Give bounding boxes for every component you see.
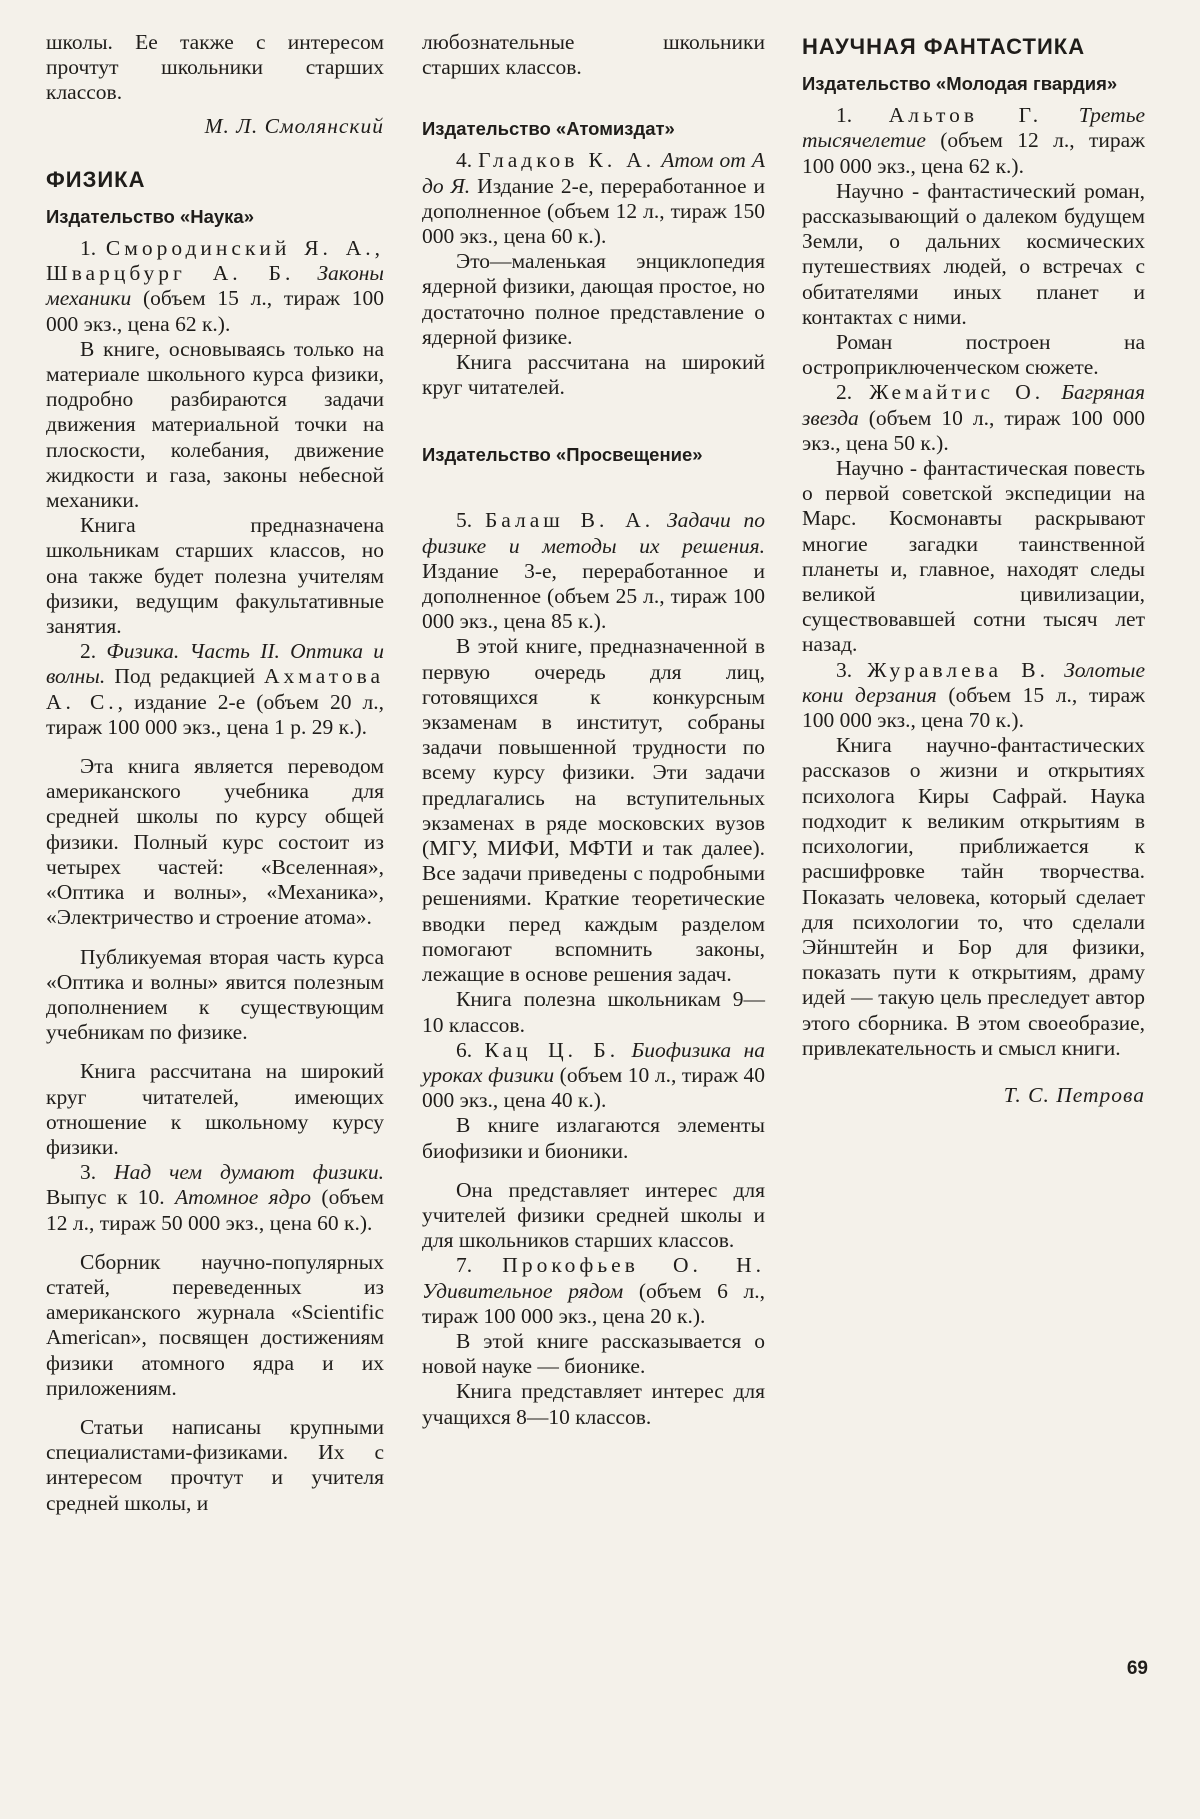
book-title: Третье тысячелетие	[802, 103, 1146, 153]
book-title: Над чем думают физики.	[114, 1160, 385, 1185]
book-annotation: Книга научно-фантастических рассказов о жизни и открытиях психолога Киры Сафрай. Наука подходит к великим открытиям в психологии, приближается к расшифровке тайн творчества. Показать человека, который сделает для психологии то, что сделали Эйнштейн и Бор для физики, показать пути к открытиям, драму идей — такую цель преследует автор этого сборника. В этом своеобразие, привлекательность и смысл книги.	[802, 733, 1145, 1060]
book-details: (объем 10 л., тираж 100 000 экз., цена 50 к.).	[802, 405, 1146, 455]
book-annotation: Это—маленькая энциклопедия ядерной физики, дающая простое, но достаточно полное представление о ядерной физике.	[422, 249, 765, 349]
entry-number: 1.	[836, 103, 853, 128]
book-details: (объем 15 л., тираж 100 000 экз., цена 70 к.).	[802, 682, 1145, 733]
review-signature: Т. С. Петрова	[1003, 1082, 1145, 1107]
book-entry	[422, 1253, 765, 1329]
book-editor: Ахматова А. С.	[46, 664, 385, 714]
book-details: (объем 12 л., тираж 50 000 экз., цена 60 к.).	[46, 1185, 385, 1235]
book-entry	[802, 103, 1145, 179]
entry-number: 2.	[80, 639, 97, 664]
section-heading-physics: ФИЗИКА	[46, 166, 146, 192]
book-annotation: Публикуемая вторая часть курса «Оптика и волны» явится полезным дополнением к существующим учебникам по физике.	[46, 944, 384, 1045]
book-annotation: Она представляет интерес для учителей физики средней школы и для школьников старших классов.	[422, 1177, 765, 1253]
column-right	[802, 30, 1145, 1108]
book-entry	[422, 1038, 765, 1114]
book-entry	[46, 236, 384, 337]
entry-number: 4.	[456, 148, 473, 173]
book-annotation: В этой книге рассказывается о новой науке — бионике.	[422, 1328, 765, 1379]
book-annotation: Научно - фантастический роман, рассказывающий о далеком будущем Земли, о дальних космических путешествиях людей, о встречах с обитателями иных планет и контактах с ними.	[802, 178, 1145, 329]
book-author: Балаш В. А.	[484, 508, 655, 533]
book-title: Багряная звезда	[802, 380, 1146, 430]
book-details: (объем 10 л., тираж 40 000 экз., цена 40 к.).	[422, 1062, 765, 1113]
book-author: Кац Ц. Б.	[484, 1037, 620, 1062]
entry-number: 2.	[836, 380, 853, 405]
book-annotation: В книге излагаются элементы биофизики и бионики.	[422, 1113, 765, 1163]
publisher-heading: Издательство «Просвещение»	[422, 444, 703, 466]
book-title: Биофизика на уроках физики	[422, 1037, 765, 1087]
book-title: Задачи по физике и методы их решения.	[422, 508, 766, 558]
book-issue: Выпус к 10.	[46, 1185, 165, 1210]
book-title: Золотые кони дерзания	[802, 657, 1146, 707]
entry-number: 6.	[456, 1037, 473, 1062]
book-annotation: Научно - фантастическая повесть о первой советской экспедиции на Марс. Космонавты раскрывают многие загадки таинственной планеты и, главное, находят следы великой цивилизации, существовавшей сотни тысяч лет назад.	[802, 456, 1145, 657]
book-subtitle: Атомное ядро	[175, 1185, 312, 1210]
publisher-heading: Издательство «Молодая гвардия»	[802, 73, 1118, 95]
review-signature: М. Л. Смолянский	[204, 113, 384, 138]
book-annotation: В книге, основываясь только на материале школьного курса физики, подробно разбираются задачи движения материальной точки на плоскости, колебания, движение жидкости и газа, законы небесной механики.	[46, 336, 384, 513]
book-details: (объем 15 л., тираж 100 000 экз., цена 62 к.).	[46, 286, 385, 336]
book-author: Прокофьев О. Н.	[502, 1253, 765, 1278]
book-annotation: Книга полезна школьникам 9—10 классов.	[422, 987, 765, 1037]
publisher-heading: Издательство «Атомиздат»	[422, 118, 675, 140]
publisher-heading: Издательство «Наука»	[46, 206, 254, 228]
book-details: Издание 2-е, переработанное и дополненное (объем 12 л., тираж 150 000 экз., цена 60 к.).	[422, 173, 766, 249]
book-entry	[422, 148, 765, 249]
book-annotation: Книга предназначена школьникам старших классов, но она также будет полезна учителям физики, ведущим факультативные занятия.	[46, 513, 384, 639]
book-title: Физика. Часть II. Оптика и волны.	[46, 639, 385, 689]
book-author: Гладков К. А.	[478, 148, 656, 173]
column-left	[46, 30, 384, 1516]
book-annotation: Статьи написаны крупными специалистами-физиками. Их с интересом прочтут и учителя средней школы, и	[46, 1414, 384, 1515]
intro-text: школы. Ее также с интересом прочтут школьники старших классов.	[46, 30, 384, 105]
book-details: (объем 6 л., тираж 100 000 экз., цена 20 к.).	[422, 1278, 766, 1328]
page-number: 69	[1126, 1658, 1148, 1679]
book-entry	[422, 508, 765, 634]
book-annotation: Роман построен на остроприключенческом сюжете.	[802, 330, 1145, 380]
entry-number: 1.	[80, 236, 97, 261]
book-entry	[802, 380, 1145, 456]
book-details: Издание 3-е, переработанное и дополненное (объем 25 л., тираж 100 000 экз., цена 85 к.).	[422, 558, 765, 634]
book-details: , издание 2-е (объем 20 л., тираж 100 000 экз., цена 1 р. 29 к.).	[46, 689, 384, 739]
entry-number: 7.	[456, 1253, 473, 1278]
section-heading-science-fiction: НАУЧНАЯ ФАНТАСТИКА	[802, 34, 1086, 59]
entry-number: 3.	[80, 1160, 97, 1185]
entry-number: 5.	[456, 508, 473, 533]
book-title: Атом от А до Я.	[422, 148, 766, 198]
book-details: (объем 12 л., тираж 100 000 экз., цена 62 к.).	[802, 128, 1145, 178]
book-title: Законы механики	[46, 261, 384, 311]
book-author: Журавлева В.	[867, 657, 1049, 682]
book-annotation: В этой книге, предназначенной в первую очередь для лиц, готовящихся к конкурсным экзаменам в институт, собраны задачи повышенной трудности по всему курсу физики. Эти задачи предлагались на вступительных экзаменах в ряде московских вузов (МГУ, МИФИ, МФТИ и так далее). Все задачи приведены с подробными решениями. Краткие теоретические вводки перед каждым разделом помогают вспомнить законы, лежащие в основе решения задач.	[422, 634, 765, 987]
book-entry	[46, 639, 384, 740]
book-title: Удивительное рядом	[422, 1278, 624, 1303]
column-middle	[422, 30, 765, 1430]
book-annotation: Книга рассчитана на широкий круг читателей.	[422, 350, 765, 400]
book-entry	[802, 658, 1145, 734]
book-annotation: Книга рассчитана на широкий круг читателей, имеющих отношение к школьному курсу физики.	[46, 1059, 384, 1159]
book-entry	[46, 1160, 384, 1236]
book-author: Альтов Г.	[888, 103, 1043, 128]
intro-text: любознательные школьники старших классов.	[422, 30, 765, 80]
book-author: Жемайтис О.	[869, 380, 1045, 405]
editor-prefix: Под редакцией	[114, 664, 255, 689]
book-annotation: Эта книга является переводом американского учебника для средней школы по курсу общей физики. Полный курс состоит из четырех частей: «Вселенная», «Оптика и волны», «Механика», «Электричество и строение атома».	[46, 754, 384, 930]
book-annotation: Сборник научно-популярных статей, переведенных из американского журнала «Scientific American», посвящен достижениям физики атомного ядра и их приложениям.	[46, 1249, 384, 1400]
book-annotation: Книга представляет интерес для учащихся 8—10 классов.	[422, 1379, 765, 1429]
book-author: Смородинский Я. А., Шварцбург А. Б.	[46, 236, 384, 286]
entry-number: 3.	[836, 657, 853, 682]
